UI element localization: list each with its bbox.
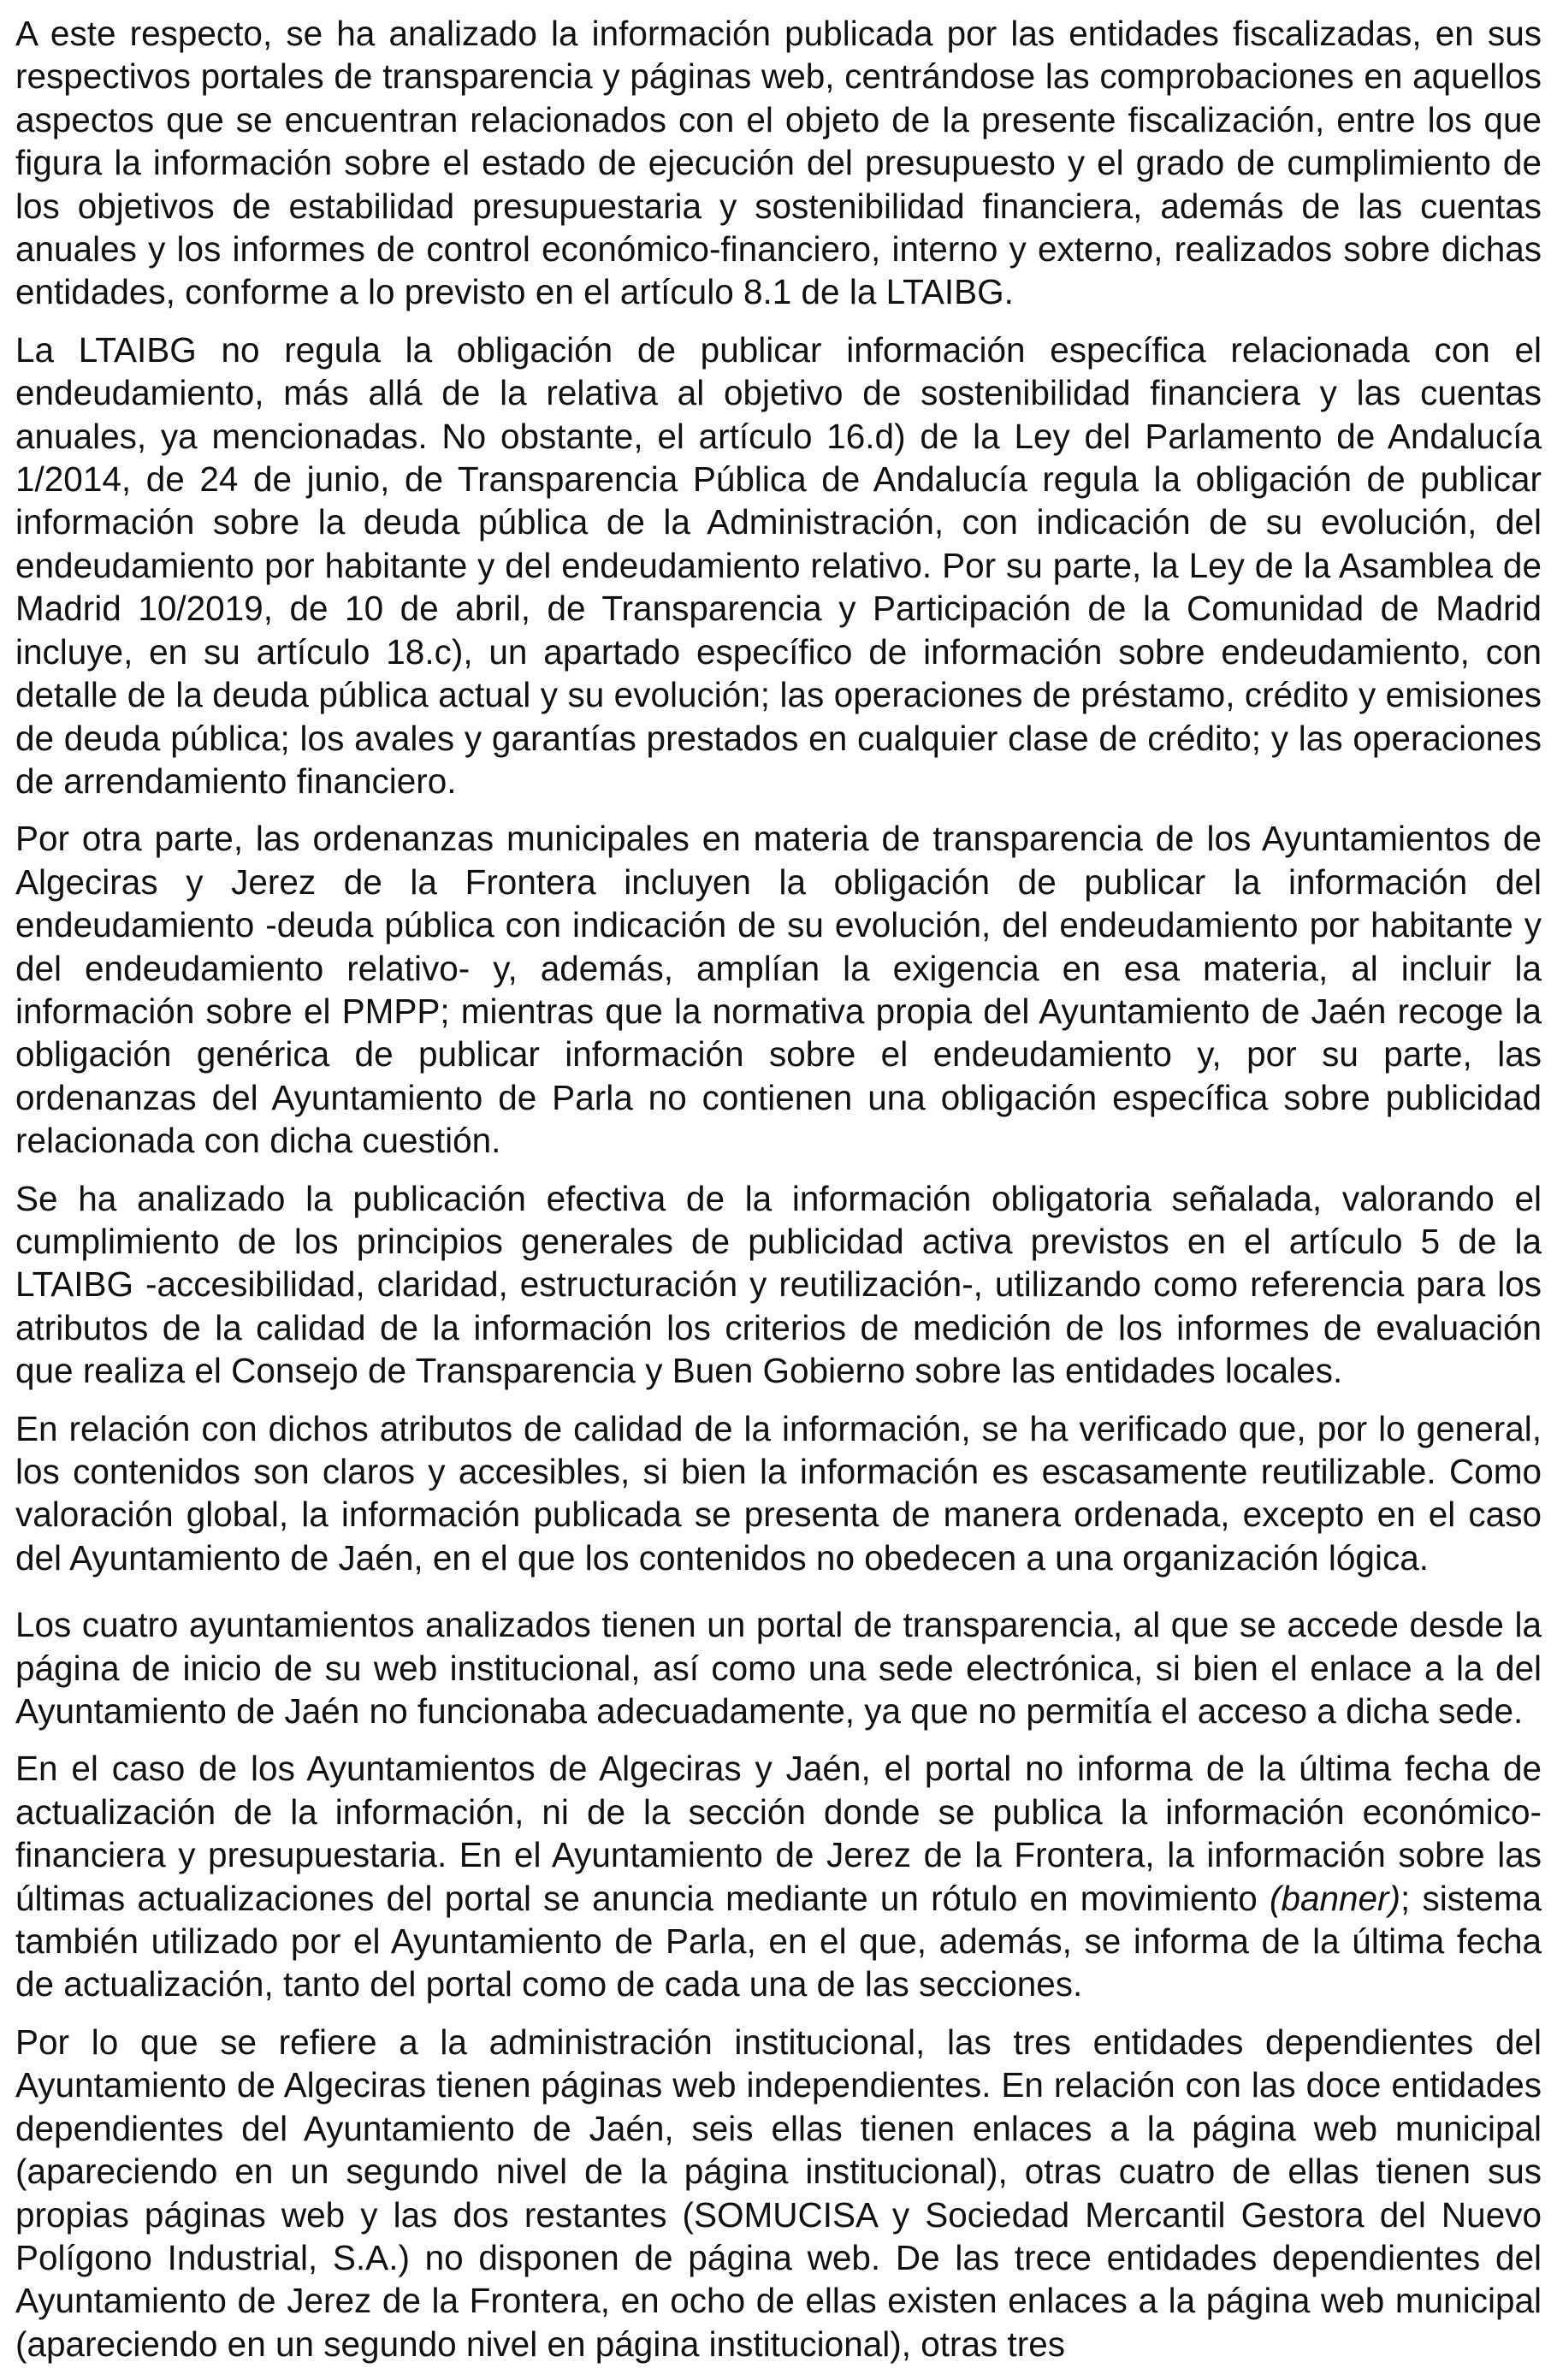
portal-updates-text-before: En el caso de los Ayuntamientos de Algeciras y Jaén, el portal no informa de la última fecha de actualización de la información, ni de la sección donde se publica la información económico-financiera y presupuestaria. En el Ayuntamiento de Jerez de la Frontera, la información sobre las últimas actualizaciones del portal se anuncia mediante un rótulo en movimiento xyxy=(15,1749,1542,1918)
portal-updates-text-after: ; sistema también utilizado por el Ayuntamiento de Parla, en el que, además, se informa de la última fecha de actualización, tanto del portal como de cada una de las secciones. xyxy=(15,1878,1542,2004)
banner-term: (banner) xyxy=(1269,1878,1401,1918)
document-page xyxy=(15,0,1542,2380)
paragraph-municipal-ordinances: Por otra parte, las ordenanzas municipales en materia de transparencia de los Ayuntamientos de Algeciras y Jerez de la Frontera incluyen la obligación de publicar la información del endeudamiento -deuda pública con indicación de su evolución, del endeudamiento por habitante y del endeudamiento relativo- y, además, amplían la exigencia en esa materia, al incluir la información sobre el PMPP; mientras que la normativa propia del Ayuntamiento de Jaén recoge la obligación genérica de publicar información sobre el endeudamiento y, por su parte, las ordenanzas del Ayuntamiento de Parla no contienen una obligación específica sobre publicidad relacionada con dicha cuestión. xyxy=(15,819,1542,1161)
paragraph-quality-attributes: En relación con dichos atributos de calidad de la información, se ha verificado que, por lo general, los contenidos son claros y accesibles, si bien la información es escasamente reutilizable. Como valoración global, la información publicada se presenta de manera ordenada, excepto en el caso del Ayuntamiento de Jaén, en el que los contenidos no obedecen a una organización lógica. xyxy=(15,1408,1542,1578)
paragraph-transparency-portals: Los cuatro ayuntamientos analizados tienen un portal de transparencia, al que se accede desde la página de inicio de su web institucional, así como una sede electrónica, si bien el enlace a la del Ayuntamiento de Jaén no funcionaba adecuadamente, ya que no permitía el acceso a dicha sede. xyxy=(15,1605,1542,1732)
paragraph-ltaibg-debt: La LTAIBG no regula la obligación de publicar información específica relacionada con el endeudamiento, más allá de la relativa al objetivo de sostenibilidad financiera y las cuentas anuales, ya mencionadas. No obstante, el artículo 16.d) de la Ley del Parlamento de Andalucía 1/2014, de 24 de junio, de Transparencia Pública de Andalucía regula la obligación de publicar información sobre la deuda pública de la Administración, con indicación de su evolución, del endeudamiento por habitante y del endeudamiento relativo. Por su parte, la Ley de la Asamblea de Madrid 10/2019, de 10 de abril, de Transparencia y Participación de la Comunidad de Madrid incluye, en su artículo 18.c), un apartado específico de información sobre endeudamiento, con detalle de la deuda pública actual y su evolución; las operaciones de préstamo, crédito y emisiones de deuda pública; los avales y garantías prestados en cualquier clase de crédito; y las operaciones de arrendamiento financiero. xyxy=(15,329,1542,801)
paragraph-institutional-administration: Por lo que se refiere a la administración institucional, las tres entidades dependientes del Ayuntamiento de Algeciras tienen páginas web independientes. En relación con las doce entidades dependientes del Ayuntamiento de Jaén, seis ellas tienen enlaces a la página web municipal (apareciendo en un segundo nivel de la página institucional), otras cuatro de ellas tienen sus propias páginas web y las dos restantes (SOMUCISA y Sociedad Mercantil Gestora del Nuevo Polígono Industrial, S.A.) no disponen de página web. De las trece entidades dependientes del Ayuntamiento de Jerez de la Frontera, en ocho de ellas existen enlaces a la página web municipal (apareciendo en un segundo nivel en página institucional), otras tres xyxy=(15,2022,1542,2364)
paragraph-portal-updates xyxy=(15,1747,1542,2005)
paragraph-analysis-scope: A este respecto, se ha analizado la información publicada por las entidades fiscalizadas, en sus respectivos portales de transparencia y páginas web, centrándose las comprobaciones en aquellos aspectos que se encuentran relacionados con el objeto de la presente fiscalización, entre los que figura la información sobre el estado de ejecución del presupuesto y el grado de cumplimiento de los objetivos de estabilidad presupuestaria y sostenibilidad financiera, además de las cuentas anuales y los informes de control económico-financiero, interno y externo, realizados sobre dichas entidades, conforme a lo previsto en el artículo 8.1 de la LTAIBG. xyxy=(15,14,1542,312)
paragraph-publication-analysis: Se ha analizado la publicación efectiva de la información obligatoria señalada, valorando el cumplimiento de los principios generales de publicidad activa previstos en el artículo 5 de la LTAIBG -accesibilidad, claridad, estructuración y reutilización-, utilizando como referencia para los atributos de la calidad de la información los criterios de medición de los informes de evaluación que realiza el Consejo de Transparencia y Buen Gobierno sobre las entidades locales. xyxy=(15,1178,1542,1391)
